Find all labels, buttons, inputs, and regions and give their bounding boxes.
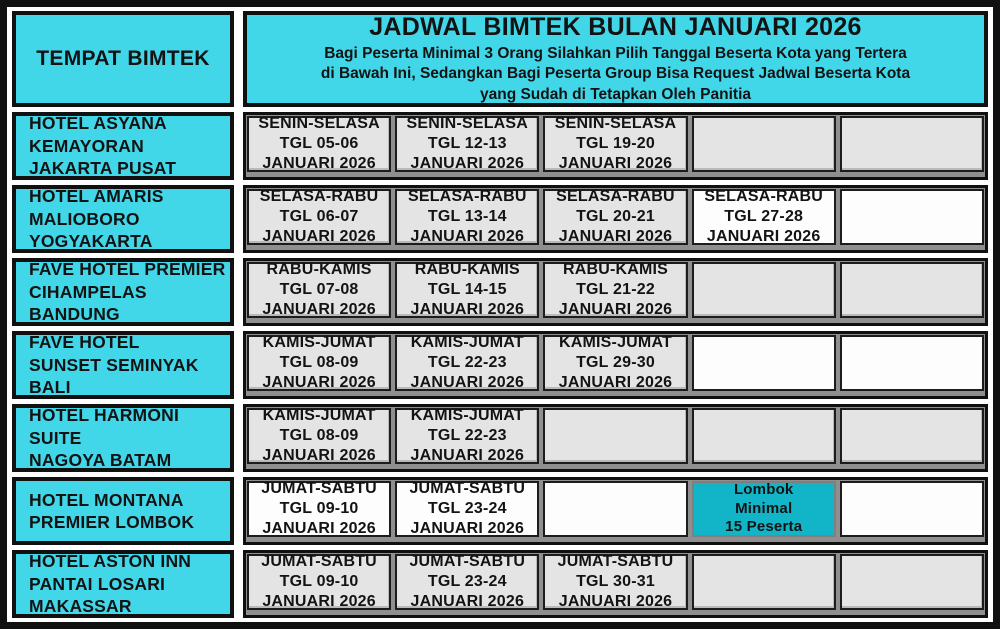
date-cell [395, 116, 539, 172]
date-cell-line: JANUARI 2026 [706, 227, 821, 245]
date-cell-line: JANUARI 2026 [410, 519, 525, 537]
empty-cell [840, 481, 984, 537]
schedule-row [12, 258, 988, 326]
date-cell [395, 554, 539, 610]
date-cell-line: JANUARI 2026 [558, 592, 673, 610]
date-cell-line: KAMIS-JUMAT [410, 334, 524, 352]
dates-strip [243, 258, 988, 326]
date-cell [247, 481, 391, 537]
header-row [12, 11, 988, 107]
date-cell-line: RABU-KAMIS [414, 261, 520, 279]
date-cell-line: JUMAT-SABTU [557, 553, 674, 571]
date-cell-line: JANUARI 2026 [410, 300, 525, 318]
date-cell-line: KAMIS-JUMAT [559, 334, 673, 352]
venue-name-line: HOTEL ASYANA [29, 113, 167, 134]
date-cell [543, 554, 687, 610]
date-cell [543, 189, 687, 245]
venue-name-line: FAVE HOTEL [29, 332, 140, 353]
venue-name-line: HOTEL MONTANA [29, 489, 184, 510]
schedule-row [12, 550, 988, 618]
date-cell [247, 262, 391, 318]
dates-strip [243, 404, 988, 472]
venue-name-line: YOGYAKARTA [29, 231, 153, 252]
date-cell-line: JANUARI 2026 [262, 300, 376, 318]
date-cell-line: SELASA-RABU [407, 188, 527, 206]
date-cell [543, 335, 687, 391]
date-cell-line: TGL 20-21 [576, 208, 655, 226]
date-cell-line: TGL 08-09 [279, 354, 359, 372]
date-cell-line: RABU-KAMIS [562, 261, 669, 279]
date-cell-line: Minimal [735, 499, 793, 517]
date-cell-line: Lombok [733, 481, 794, 499]
venue-name-line: HOTEL AMARIS [29, 186, 164, 207]
date-cell [543, 262, 687, 318]
date-cell-line: JUMAT-SABTU [409, 553, 526, 571]
venue-cell [12, 185, 234, 253]
date-cell-line: SENIN-SELASA [258, 115, 380, 133]
date-cell-line: JANUARI 2026 [558, 300, 673, 318]
date-cell-line: JANUARI 2026 [410, 373, 525, 391]
dates-strip [243, 112, 988, 180]
date-cell [395, 335, 539, 391]
date-cell-line: RABU-KAMIS [266, 261, 372, 279]
date-cell-line: KAMIS-JUMAT [262, 407, 376, 425]
date-cell [247, 408, 391, 464]
date-cell-line: SELASA-RABU [704, 188, 824, 206]
empty-cell [840, 335, 984, 391]
empty-cell [692, 335, 836, 391]
date-cell-line: TGL 23-24 [427, 573, 507, 591]
date-cell-line: SENIN-SELASA [406, 115, 529, 133]
date-cell-line: TGL 30-31 [576, 573, 655, 591]
venue-cell [12, 112, 234, 180]
date-cell-line: 15 Peserta [725, 518, 803, 536]
date-cell-line: KAMIS-JUMAT [262, 334, 376, 352]
date-cell-line: JANUARI 2026 [410, 154, 525, 172]
date-cell [395, 408, 539, 464]
venue-name-line: FAVE HOTEL PREMIER [29, 259, 226, 280]
venue-cell [12, 404, 234, 472]
date-cell-line: JANUARI 2026 [410, 227, 525, 245]
date-cell-line: TGL 09-10 [279, 573, 359, 591]
date-cell-line: JANUARI 2026 [262, 592, 376, 610]
date-cell [247, 335, 391, 391]
venue-name-line: NAGOYA BATAM [29, 450, 172, 471]
date-cell [543, 116, 687, 172]
venue-name-line: KEMAYORAN [29, 135, 144, 156]
date-cell-line: TGL 05-06 [279, 135, 359, 153]
venue-cell [12, 331, 234, 399]
empty-cell [543, 408, 687, 464]
date-cell-line: JANUARI 2026 [410, 446, 525, 464]
date-cell-line: TGL 22-23 [427, 354, 507, 372]
date-cell-line: TGL 22-23 [427, 427, 507, 445]
date-cell-line: TGL 08-09 [279, 427, 359, 445]
schedule-header [243, 11, 988, 107]
date-cell [247, 189, 391, 245]
schedule-row [12, 331, 988, 399]
date-cell-line: TGL 14-15 [427, 281, 507, 299]
date-cell-line: JANUARI 2026 [262, 446, 376, 464]
venue-cell [12, 258, 234, 326]
empty-cell [840, 262, 984, 318]
date-cell-line: JANUARI 2026 [558, 227, 673, 245]
venue-name-line: HOTEL ASTON INN [29, 551, 192, 572]
schedule-row [12, 185, 988, 253]
venue-name-line: PREMIER LOMBOK [29, 512, 195, 532]
date-cell-line: JANUARI 2026 [262, 227, 376, 245]
empty-cell [543, 481, 687, 537]
empty-cell [840, 408, 984, 464]
date-cell-line: JANUARI 2026 [262, 154, 376, 172]
date-cell-line: TGL 27-28 [724, 208, 804, 226]
date-cell-line: JANUARI 2026 [558, 154, 673, 172]
venue-name-line: CIHAMPELAS BANDUNG [29, 281, 147, 325]
venue-cell [12, 477, 234, 545]
header-subtitle-line-3: yang Sudah di Tetapkan Oleh Panitia [479, 85, 751, 103]
date-cell-line: SELASA-RABU [556, 188, 675, 206]
venue-name-line: MALIOBORO [29, 208, 140, 229]
empty-cell [692, 262, 836, 318]
date-cell-line: TGL 23-24 [427, 500, 507, 518]
venue-name-line: JAKARTA PUSAT [29, 158, 177, 179]
note-cell [692, 481, 836, 537]
dates-strip [243, 477, 988, 545]
date-cell-line: TGL 09-10 [279, 500, 359, 518]
header-subtitle-line-1: Bagi Peserta Minimal 3 Orang Silahkan Pilih Tanggal Beserta Kota yang Tertera [324, 44, 907, 62]
dates-strip [243, 331, 988, 399]
venue-column-header [12, 11, 234, 107]
date-cell-line: TGL 12-13 [427, 135, 507, 153]
date-cell-line: SELASA-RABU [259, 188, 379, 206]
date-cell [395, 189, 539, 245]
date-cell-line: JANUARI 2026 [262, 373, 376, 391]
date-cell-line: JANUARI 2026 [410, 592, 525, 610]
schedule-row [12, 112, 988, 180]
empty-cell [692, 554, 836, 610]
date-cell-line: JANUARI 2026 [262, 519, 376, 537]
date-cell [395, 262, 539, 318]
schedule-row [12, 477, 988, 545]
dates-strip [243, 185, 988, 253]
date-cell [692, 189, 836, 245]
empty-cell [840, 189, 984, 245]
page-title: JADWAL BIMTEK BULAN JANUARI 2026 [369, 12, 862, 41]
date-cell-line: TGL 07-08 [279, 281, 359, 299]
date-cell [247, 116, 391, 172]
dates-strip [243, 550, 988, 618]
date-cell-line: KAMIS-JUMAT [410, 407, 524, 425]
schedule-row [12, 404, 988, 472]
date-cell-line: SENIN-SELASA [554, 115, 677, 133]
date-cell-line: TGL 06-07 [279, 208, 359, 226]
date-cell-line: TGL 29-30 [576, 354, 655, 372]
venue-name-line: PANTAI LOSARI [29, 573, 166, 594]
date-cell-line: TGL 21-22 [576, 281, 655, 299]
date-cell-line: TGL 13-14 [427, 208, 507, 226]
header-subtitle-line-2: di Bawah Ini, Sedangkan Bagi Peserta Group Bisa Request Jadwal Beserta Kota [320, 65, 911, 83]
empty-cell [692, 408, 836, 464]
date-cell [395, 481, 539, 537]
empty-cell [692, 116, 836, 172]
date-cell-line: JUMAT-SABTU [261, 553, 377, 571]
venue-cell [12, 550, 234, 618]
date-cell-line: JUMAT-SABTU [261, 480, 377, 498]
empty-cell [840, 116, 984, 172]
empty-cell [840, 554, 984, 610]
date-cell [247, 554, 391, 610]
venue-name-line: HOTEL HARMONI SUITE [29, 405, 180, 448]
venue-column-title: TEMPAT BIMTEK [36, 46, 210, 70]
date-cell-line: TGL 19-20 [576, 135, 655, 153]
date-cell-line: JANUARI 2026 [558, 373, 673, 391]
venue-name-line: SUNSET SEMINYAK BALI [29, 354, 199, 398]
date-cell-line: JUMAT-SABTU [409, 480, 526, 498]
venue-name-line: MAKASSAR [29, 596, 132, 617]
